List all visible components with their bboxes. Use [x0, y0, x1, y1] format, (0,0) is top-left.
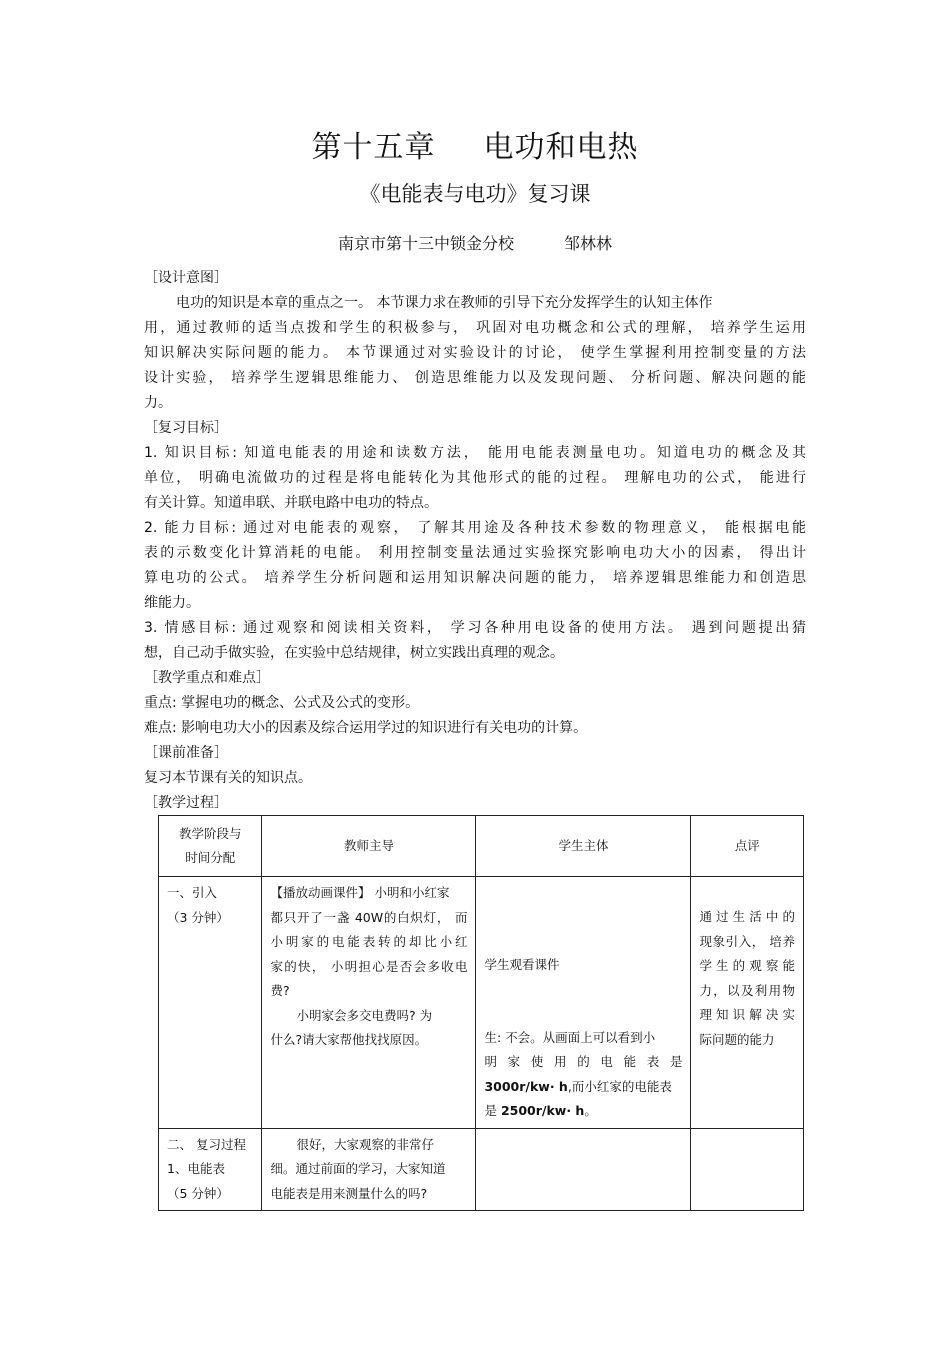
comment-line: 学生的观察能: [699, 958, 795, 973]
teacher-line: 都只开了一盏 40W的白炽灯， 而: [270, 909, 468, 925]
stage-line: （3 分钟）: [167, 909, 229, 925]
student-line-text: ,而小红家的电能表: [567, 1078, 672, 1094]
focus-difficulty: 难点: 影响电功大小的因素及综合运用学过的知识进行有关电功的计算。: [144, 720, 588, 736]
student-cell: [476, 1128, 691, 1211]
goal-ability-line: 算电功的公式。 培养学生分析问题和运用知识解决问题的能力， 培养逻辑思维能力和创造思: [144, 570, 806, 586]
student-line-text: 。: [584, 1103, 597, 1118]
teaching-process-table: [158, 815, 804, 1211]
teacher-line: 家的快， 小明担心是否会多收电: [270, 958, 468, 974]
author-line: [0, 231, 950, 254]
goal-ability-line: 表的示数变化计算消耗的电能。 利用控制变量法通过实验探究影响电功大小的因素， 得出计: [144, 545, 806, 561]
comment-cell: [691, 877, 804, 1129]
stage-cell: [159, 1128, 262, 1211]
header-teacher: 教师主导: [262, 816, 476, 877]
chapter-number: 第十五章: [311, 130, 436, 165]
student-line: [484, 1075, 682, 1100]
teacher-line: 费?: [270, 983, 290, 998]
goal-ability-line: 2. 能力目标: 通过对电能表的观察， 了解其用途及各种技术参数的物理意义， 能根据电能: [144, 520, 806, 536]
goal-knowledge-line: 有关计算。知道串联、并联电路中电功的特点。: [144, 495, 438, 511]
student-line: 明 家 使 用 的 电 能 表 是: [484, 1054, 683, 1069]
design-paragraph-line: 电功的知识是本章的重点之一。 本节课力求在教师的引导下充分发挥学生的认知主体作: [176, 295, 713, 311]
goal-emotion-line: 想，自己动手做实验，在实验中总结规律，树立实践出真理的观念。: [144, 645, 564, 661]
table-row: [159, 877, 804, 1129]
prep-text: 复习本节课有关的知识点。: [144, 770, 312, 786]
goal-knowledge-line: 1. 知识目标: 知道电能表的用途和读数方法， 能用电能表测量电功。知道电功的概念及其: [144, 445, 806, 461]
student-line: 生: 不会。从画面上可以看到小: [484, 1029, 656, 1045]
section-heading-prep: ［课前准备］: [144, 745, 228, 761]
comment-line: 力，以及利用物: [699, 982, 795, 998]
header-stage-line: 时间分配: [185, 850, 236, 865]
comment-line: 理知识解决实: [699, 1007, 795, 1022]
focus-key-point: 重点: 掌握电功的概念、公式及公式的变形。: [144, 695, 420, 711]
school-name: 南京市第十三中锁金分校: [337, 234, 514, 253]
student-line: [484, 1099, 682, 1124]
stage-line: 一、引入: [167, 885, 218, 900]
table-header-row: [159, 816, 804, 877]
section-heading-goals: ［复习目标］: [144, 420, 228, 436]
teacher-line: 【播放动画课件】 小明和小红家: [270, 885, 450, 900]
comment-line: 际问题的能力: [699, 1031, 775, 1047]
meter-spec-xiaoming: 3000r/kw· h: [484, 1078, 568, 1094]
header-student: 学生主体: [476, 816, 691, 877]
document-body: [144, 266, 806, 816]
teacher-line: 细。通过前面的学习，大家知道: [270, 1161, 446, 1176]
design-paragraph-line: 设计实验， 培养学生逻辑思维能力、 创造思维能力以及发现问题、 分析问题、解决问题的能: [144, 370, 806, 386]
student-cell: [476, 877, 691, 1129]
teacher-line: 小明家会多交电费吗? 为: [296, 1007, 433, 1023]
header-stage: [159, 816, 262, 877]
teacher-line: 什么?请大家帮他找找原因。: [270, 1032, 428, 1047]
chapter-title: 电功和电热: [483, 130, 639, 165]
goal-emotion-line: 3. 情感目标: 通过观察和阅读相关资料， 学习各种用电设备的使用方法。 遇到问题提出猜: [144, 620, 806, 636]
lesson-title: 《电能表与电功》复习课: [359, 182, 591, 206]
student-line-text: 是: [484, 1103, 501, 1118]
stage-cell: [159, 877, 262, 1129]
header-comment: 点评: [691, 816, 804, 877]
stage-line: 1、电能表: [167, 1161, 225, 1176]
student-line: 学生观看课件: [484, 957, 560, 972]
teacher-name: 邹林林: [564, 234, 613, 253]
design-paragraph-line: 力。: [144, 395, 172, 411]
goal-ability-line: 维能力。: [144, 595, 200, 611]
meter-spec-xiaohong: 2500r/kw· h: [500, 1103, 585, 1118]
table-row: [159, 1128, 804, 1211]
header-stage-line: 教学阶段与: [178, 825, 242, 841]
comment-cell: [691, 1128, 804, 1211]
section-heading-process: ［教学过程］: [144, 795, 228, 811]
teacher-line: 小明家的电能表转的却比小红: [270, 934, 468, 949]
design-paragraph-line: 知识解决实际问题的能力。 本节课通过对实验设计的讨论， 使学生掌握利用控制变量的方法: [144, 345, 806, 361]
stage-line: （5 分钟）: [167, 1185, 229, 1201]
design-paragraph-line: 用，通过教师的适当点拨和学生的积极参与， 巩固对电功概念和公式的理解， 培养学生运用: [144, 320, 806, 336]
teacher-line: 电能表是用来测量什么的吗?: [270, 1185, 428, 1201]
page-title: [0, 122, 950, 166]
comment-line: 通过生活中的: [699, 909, 795, 924]
teacher-line: 很好，大家观察的非常仔: [296, 1136, 434, 1152]
section-heading-design: ［设计意图］: [144, 270, 228, 286]
comment-line: 现象引入， 培养: [699, 933, 795, 949]
stage-line: 二、 复习过程: [167, 1136, 246, 1152]
teacher-cell: [262, 1128, 476, 1211]
goal-knowledge-line: 单位， 明确电流做功的过程是将电能转化为其他形式的能的过程。 理解电功的公式， 能进行: [144, 470, 806, 486]
teacher-cell: [262, 877, 476, 1129]
section-heading-focus: ［教学重点和难点］: [144, 670, 270, 686]
